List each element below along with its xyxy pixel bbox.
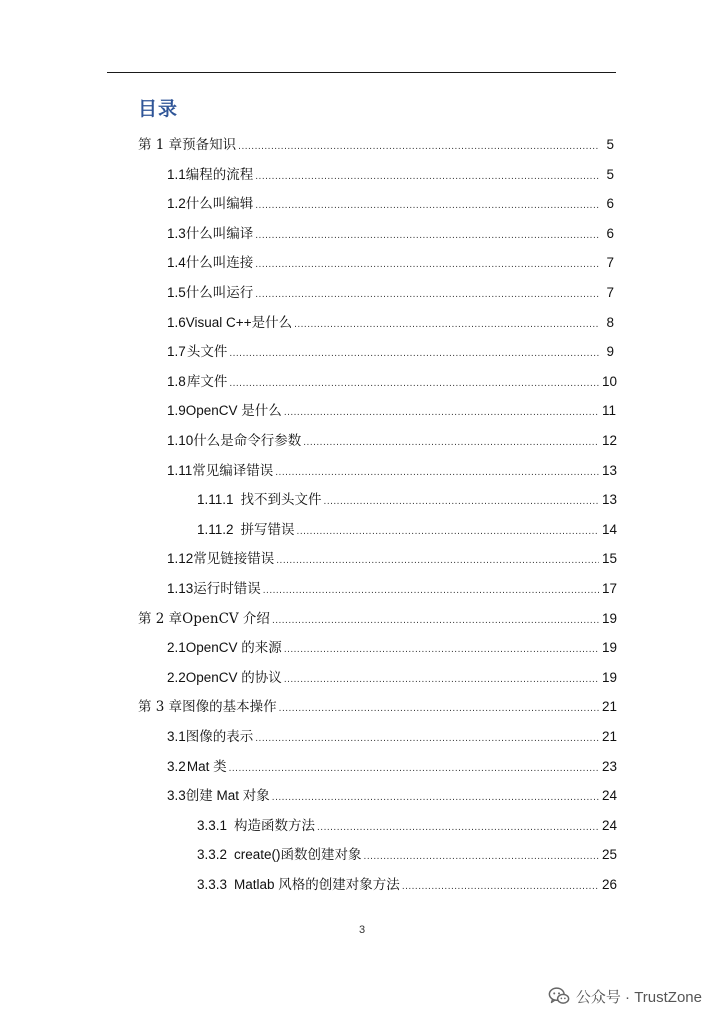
toc-entry-number: 第 2 章 [138,610,183,627]
toc-entry[interactable] [197,815,618,837]
toc-entry-number: 1.1 [167,166,186,182]
toc-dot-leader [284,402,599,424]
toc-dot-leader [272,610,599,632]
toc-entry-number: 1.6 [167,314,186,330]
toc-entry[interactable] [167,785,618,807]
toc-dot-leader [324,491,599,513]
toc-entry-page: 19 [602,669,618,685]
toc-entry-number: 1.11 [167,462,193,478]
toc-entry-page: 13 [602,462,618,478]
toc-entry[interactable] [167,667,618,689]
toc-entry-title: create()函数创建对象 [234,847,362,863]
toc-entry[interactable] [167,282,614,304]
toc-entry-number: 2.2 [167,669,186,685]
toc-entry[interactable] [167,756,618,778]
toc-entry-page: 11 [602,403,617,419]
toc-entry-number: 1.12 [167,551,194,567]
toc-entry[interactable] [167,193,614,215]
toc-entry-page: 8 [606,314,614,330]
toc-entry-title: OpenCV 介绍 [182,610,270,627]
toc-dot-leader [297,521,599,543]
toc-dot-leader [255,254,599,276]
toc-dot-leader [255,166,599,188]
toc-entry-number: 1.11.1 [197,492,234,508]
toc-entry-title: OpenCV 是什么 [185,403,282,419]
toc-entry[interactable] [197,489,618,511]
toc-entry-title: 什么是命令行参数 [193,433,302,448]
toc-dot-leader [275,462,599,484]
toc-entry-number: 3.3.2 [197,847,228,863]
toc-entry-title: OpenCV 的协议 [185,669,282,685]
toc-entry-page: 10 [602,373,618,389]
toc-entry[interactable] [167,312,614,334]
toc-heading: 目录 [138,99,179,120]
toc-entry-page: 26 [602,877,618,892]
toc-entry-title: 什么叫运行 [185,285,254,300]
toc-entry-number: 1.8 [167,373,186,389]
toc-entry-number: 第 1 章 [138,137,183,153]
toc-entry-page: 19 [602,610,618,626]
toc-dot-leader [255,195,599,217]
toc-dot-leader [317,817,599,839]
toc-entry-page: 13 [602,492,618,508]
toc-dot-leader [279,698,599,720]
toc-entry-number: 1.9 [167,403,186,419]
toc-entry-title: 运行时错误 [193,581,261,596]
toc-entry-title: 创建 Mat 对象 [185,788,270,804]
page-number: 3 [358,924,366,936]
toc-entry[interactable] [197,874,618,896]
toc-dot-leader [229,373,599,395]
toc-entry-page: 6 [606,196,614,212]
toc-dot-leader [229,758,599,780]
toc-entry-number: 1.13 [167,581,194,596]
toc-entry-title: 常见编译错误 [192,462,274,478]
toc-entry-number: 3.3.3 [197,877,228,892]
toc-entry[interactable] [167,578,618,600]
toc-entry[interactable] [138,696,618,718]
toc-entry[interactable] [167,400,617,422]
watermark-text: 公众号 · TrustZone [575,988,702,1006]
toc-dot-leader [364,846,599,868]
toc-entry-title: 什么叫编译 [185,225,254,241]
toc-entry[interactable] [138,608,618,630]
toc-entry-page: 19 [602,640,618,656]
toc-dot-leader [238,136,599,158]
toc-entry-title: 库文件 [186,373,228,389]
toc-dot-leader [276,550,599,572]
toc-entry-number: 1.3 [167,225,186,241]
toc-dot-leader [255,225,599,247]
toc-entry-title: 编程的流程 [185,166,254,182]
toc-entry-number: 3.3 [167,788,186,804]
toc-entry[interactable] [167,460,618,482]
toc-entry-page: 14 [602,521,618,537]
toc-entry-title: 图像的表示 [185,729,254,744]
toc-entry-page: 9 [606,344,614,360]
toc-entry-title: 拼写错误 [240,521,295,537]
toc-entry-title: 什么叫连接 [185,255,254,271]
toc-entry-title: 头文件 [186,344,228,360]
toc-entry-title: Mat 类 [186,758,227,774]
toc-entry[interactable] [167,341,614,363]
toc-entry-title: OpenCV 的来源 [185,640,282,656]
toc-entry-number: 3.3.1 [197,817,228,833]
toc-entry[interactable] [197,844,618,866]
toc-entry-number: 1.2 [167,196,186,212]
toc-dot-leader [402,876,599,898]
toc-entry-title: 预备知识 [182,137,237,153]
toc-dot-leader [255,284,599,306]
toc-entry-number: 1.4 [167,255,186,271]
toc-entry-page: 7 [606,255,614,271]
watermark [548,985,702,1007]
toc-entry-number: 1.5 [167,285,186,300]
toc-dot-leader [255,728,599,750]
toc-entry-page: 21 [602,729,618,744]
toc-entry-page: 25 [602,847,618,863]
header-rule [107,72,616,73]
toc-entry-number: 1.7 [167,344,186,360]
toc-entry[interactable] [167,430,618,452]
wechat-icon [548,985,570,1007]
toc-entry-page: 24 [602,788,618,804]
toc-entry[interactable] [167,548,618,570]
toc-entry-title: 常见链接错误 [193,551,275,567]
toc-entry-title: Matlab 风格的创建对象方法 [234,877,400,892]
toc-entry[interactable] [167,637,618,659]
toc-entry[interactable] [197,519,618,541]
toc-entry[interactable] [167,371,618,393]
toc-entry-number: 3.1 [167,729,186,744]
toc-entry[interactable] [138,134,614,156]
toc-entry[interactable] [167,223,614,245]
toc-entry-title: 构造函数方法 [234,817,316,833]
toc-entry-page: 5 [606,137,614,152]
toc-dot-leader [284,669,599,691]
toc-entry-page: 12 [602,433,618,448]
toc-entry-page: 17 [602,581,618,596]
toc-entry-number: 1.11.2 [197,521,234,537]
toc-dot-leader [294,314,599,336]
toc-entry[interactable] [167,252,614,274]
toc-entry-title: Visual C++是什么 [185,314,293,330]
toc-entry-page: 15 [602,551,618,567]
toc-entry-page: 5 [606,166,614,182]
toc-dot-leader [263,580,599,602]
toc-dot-leader [284,639,599,661]
toc-entry-page: 23 [602,758,618,774]
toc-dot-leader [303,432,599,454]
toc-entry-number: 1.10 [167,433,194,448]
toc-entry-title: 找不到头文件 [240,492,322,508]
toc-entry-page: 21 [602,699,618,715]
toc-entry-number: 第 3 章 [138,699,183,716]
toc-entry[interactable] [167,164,614,186]
toc-dot-leader [272,787,599,809]
toc-entry-page: 24 [602,817,618,833]
toc-entry-title: 什么叫编辑 [185,196,254,212]
toc-dot-leader [229,343,599,365]
toc-entry[interactable] [167,726,618,748]
toc-entry-title: 图像的基本操作 [182,699,277,716]
toc-entry-number: 3.2 [167,758,186,774]
toc-entry-number: 2.1 [167,640,186,656]
toc-entry-page: 6 [606,225,614,241]
toc-entry-page: 7 [606,285,614,300]
